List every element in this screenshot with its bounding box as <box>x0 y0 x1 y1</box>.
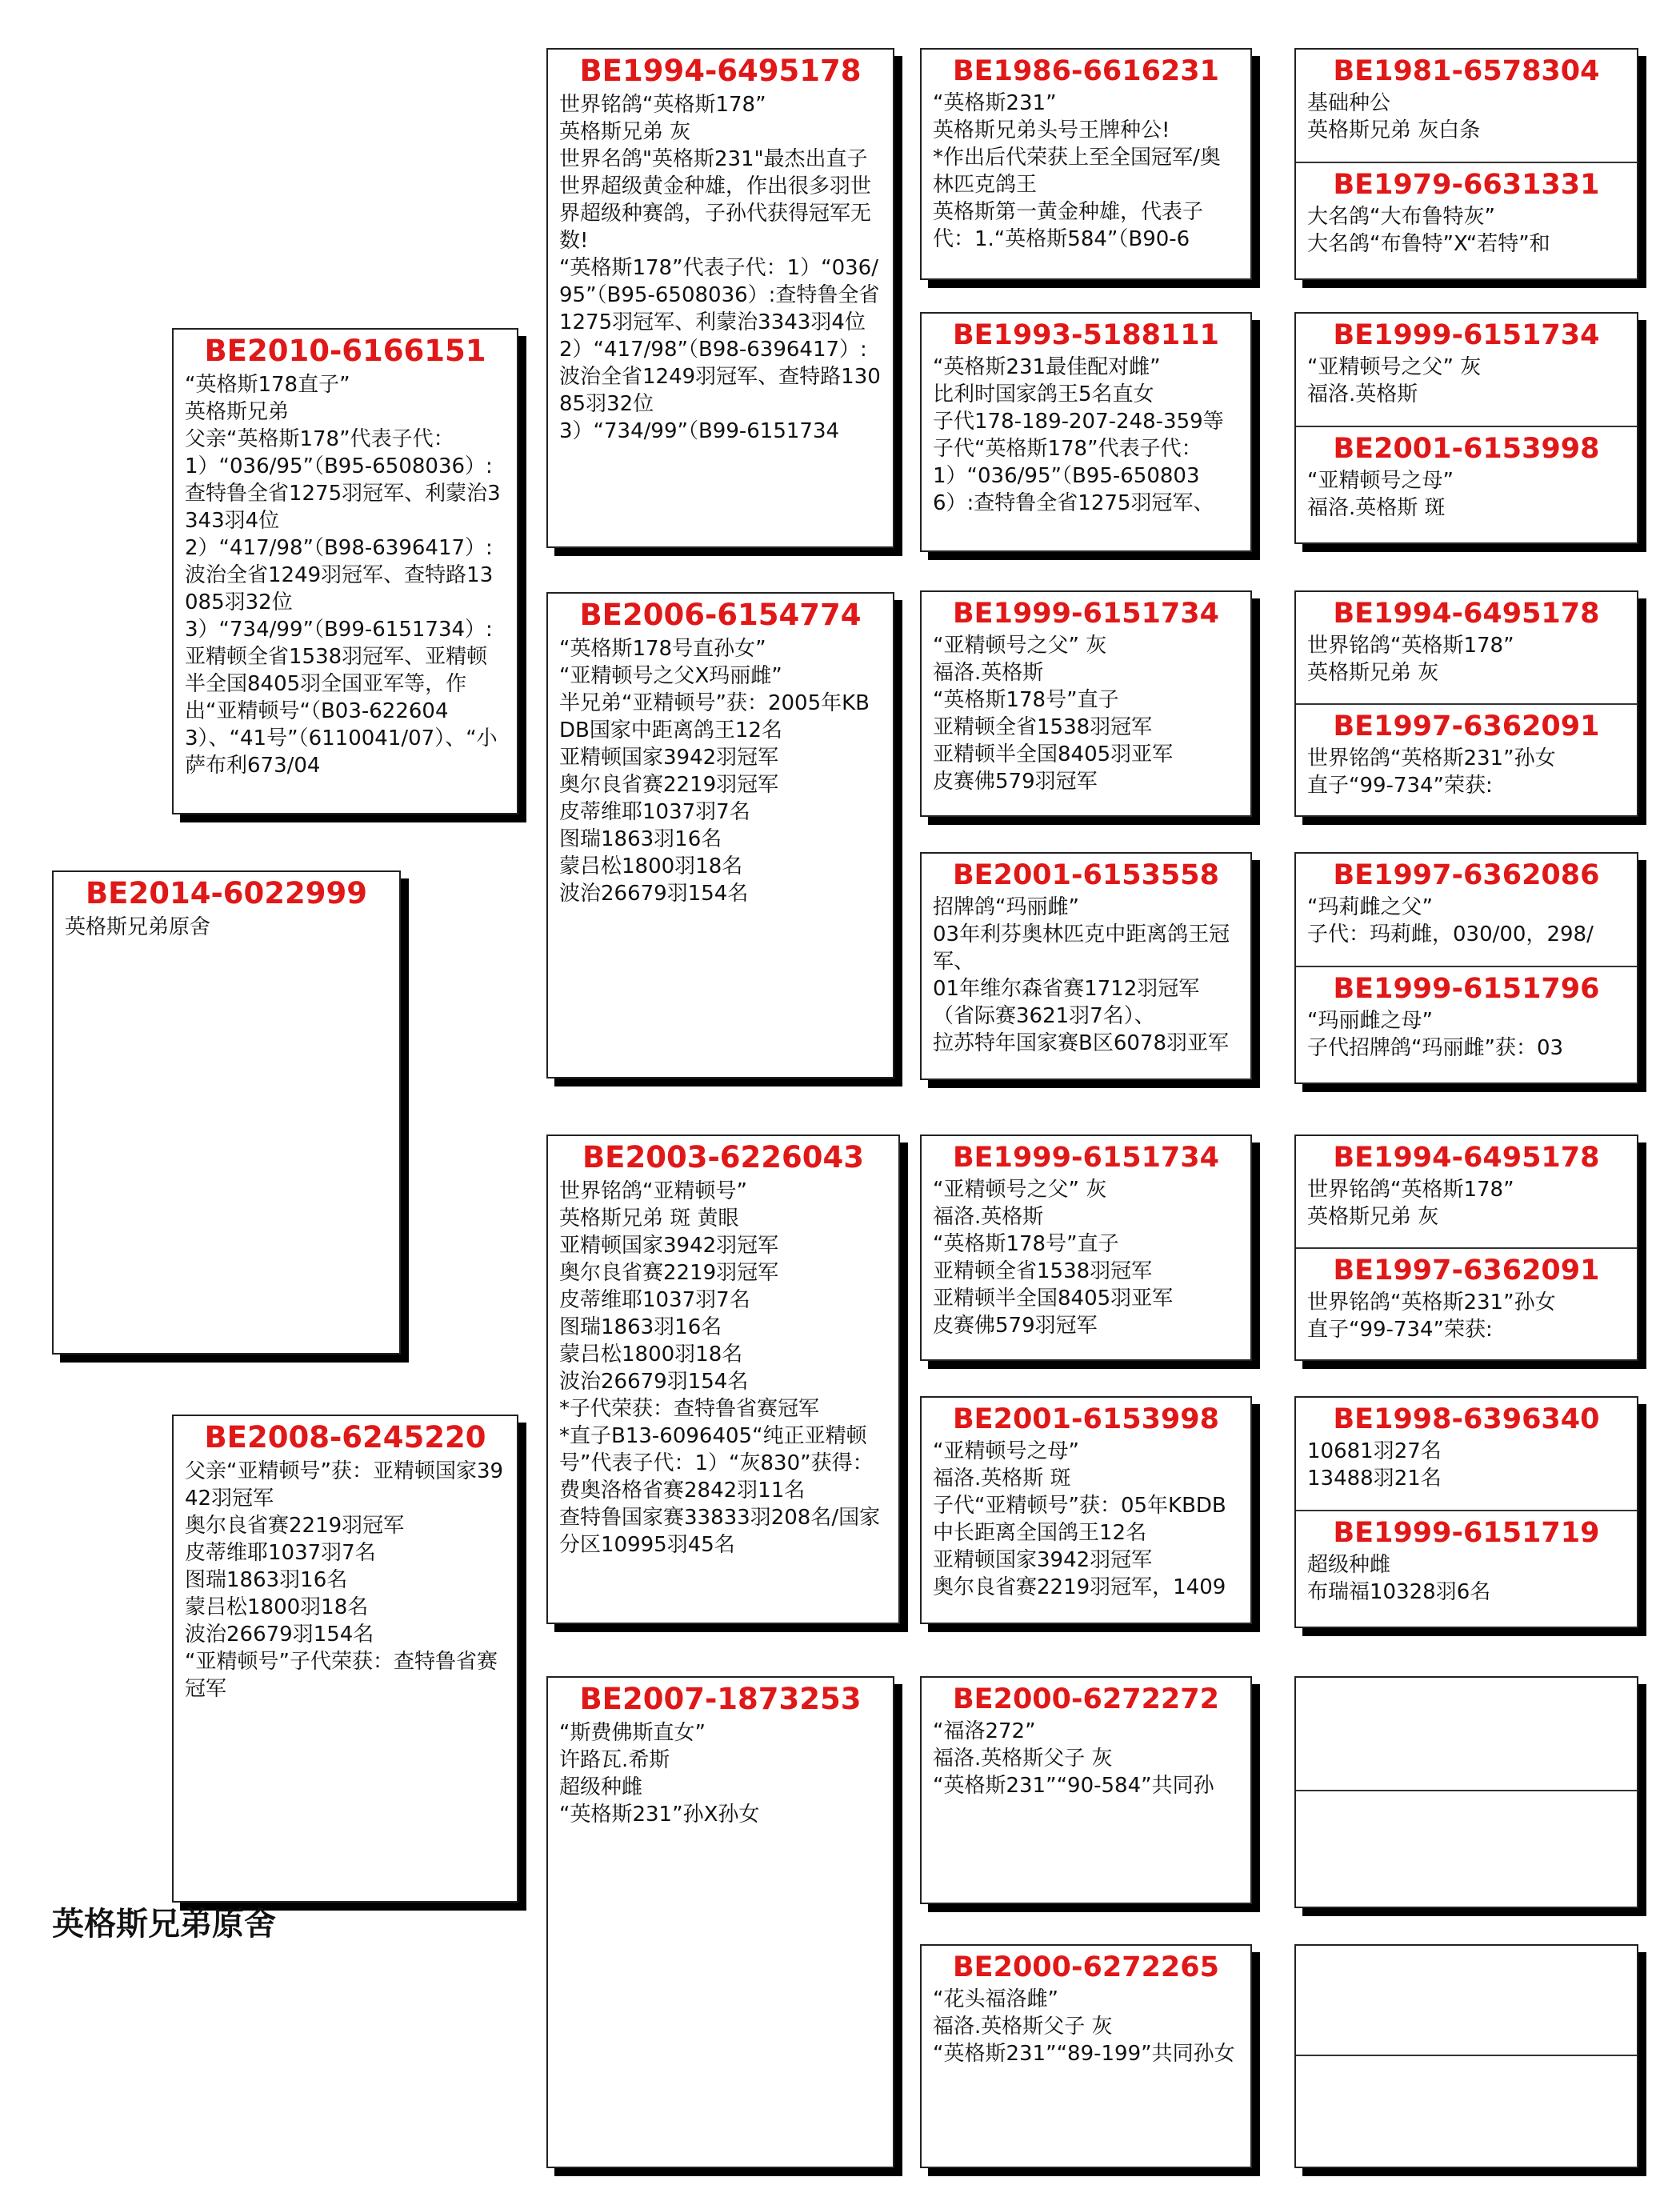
card-description: “花头福洛雌” 福洛.英格斯父子 灰 “英格斯231”“89-199”共同孙女 <box>933 1987 1235 2066</box>
pedigree-card-subject <box>52 870 401 1355</box>
pedigree-pair-gen5-2 <box>1294 312 1638 544</box>
pedigree-card-gen4-3 <box>920 590 1252 817</box>
ring-number: BE2010-6166151 <box>204 334 486 368</box>
card-description: “英格斯178直子” 英格斯兄弟 父亲“英格斯178”代表子代： 1）“036/95”（B95-6508036）:查特鲁全省1275羽冠军、利蒙治3343羽4位 2）“417/98”（B98-6396417）:波治全省1249羽冠军、查特路13085羽32位 3）“734/99”（B99-6151734）:亚精顿全省1538羽冠军、亚精顿半全国8405羽全国亚军等，作出“亚精顿号“（B03-6226043）、“41号”（6110041/07）、“小萨布利673/04 <box>185 373 501 778</box>
ring-number: BE1999-6151734 <box>953 1142 1219 1174</box>
pedigree-card-gen5 <box>1296 1678 1637 1791</box>
pedigree-pair-gen5-5 <box>1294 1135 1638 1361</box>
ring-number: BE1997-6362091 <box>1333 1255 1600 1287</box>
card-description: 10681羽27名 13488羽21名 <box>1307 1439 1442 1491</box>
card-description: “斯费佛斯直女” 许路瓦.希斯 超级种雌 “英格斯231”孙X孙女 <box>559 1721 760 1827</box>
pedigree-card-gen3-4 <box>546 1676 894 2168</box>
ring-number: BE1981-6578304 <box>1333 55 1600 87</box>
pedigree-card-gen5 <box>1296 1398 1637 1511</box>
pedigree-card-gen3-2 <box>546 592 894 1078</box>
pedigree-card-gen5 <box>1296 703 1637 815</box>
ring-number: BE1999-6151796 <box>1333 973 1600 1005</box>
card-description: “亚精顿号之母” 福洛.英格斯 斑 <box>1307 469 1454 520</box>
card-description: “英格斯178号直孙女” “亚精顿号之父X玛丽雌” 半兄弟“亚精顿号”获：2005年KBDB国家中距离鸽王12名 亚精顿国家3942羽冠军 奥尔良省赛2219羽冠军 皮蒂维耶1037羽7名 图瑞1863羽16名 蒙吕松1800羽18名 波治26679羽154名 <box>559 637 870 906</box>
ring-number: BE2001-6153998 <box>1333 433 1600 465</box>
pedigree-card-gen5 <box>1296 314 1637 427</box>
ring-number: BE1994-6495178 <box>1333 598 1600 630</box>
pedigree-card-gen3-1 <box>546 48 894 548</box>
pedigree-card-gen4-4 <box>920 852 1252 1080</box>
ring-number: BE1997-6362091 <box>1333 710 1600 742</box>
ring-number: BE2008-6245220 <box>204 1420 486 1455</box>
ring-number: BE1979-6631331 <box>1333 169 1600 201</box>
pedigree-pair-gen5-8 <box>1294 1944 1638 2168</box>
card-description: 世界铭鸽“英格斯178” 英格斯兄弟 灰 <box>1307 1178 1514 1229</box>
pedigree-card-gen5 <box>1296 1247 1637 1359</box>
card-description: 世界铭鸽“亚精顿号” 英格斯兄弟 斑 黄眼 亚精顿国家3942羽冠军 奥尔良省赛2219羽冠军 皮蒂维耶1037羽7名 图瑞1863羽16名 蒙吕松1800羽18名 波治26679羽154名 *子代荣获：查特鲁省赛冠军 *直子B13-6096405“纯正亚精顿号”代表子代：1）“灰830”获得：费奥洛格省赛2842羽11名 查特鲁国家赛33833羽208名/国家分区10995羽45名 <box>559 1179 881 1557</box>
card-description: “玛莉雌之父” 子代：玛莉雌，030/00，298/ <box>1307 895 1594 946</box>
card-description: 大名鸽“大布鲁特灰” 大名鸽“布鲁特”X“若特”和 <box>1307 205 1550 256</box>
pedigree-card-gen5 <box>1296 162 1637 278</box>
ring-number: BE2007-1873253 <box>579 1682 862 1716</box>
card-description: “亚精顿号之父” 灰 福洛.英格斯 <box>1307 355 1482 406</box>
pedigree-card-gen3-3 <box>546 1135 900 1624</box>
pedigree-pair-gen5-7 <box>1294 1676 1638 1908</box>
pedigree-card-gen5 <box>1296 854 1637 967</box>
pedigree-card-sire <box>172 328 518 814</box>
card-description: 英格斯兄弟原舍 <box>65 915 211 939</box>
ring-number: BE1986-6616231 <box>953 55 1219 87</box>
pedigree-card-gen5 <box>1296 1946 1637 2056</box>
ring-number: BE2001-6153558 <box>953 859 1219 891</box>
ring-number: BE2014-6022999 <box>85 876 368 910</box>
card-description: 超级种雌 布瑞福10328羽6名 <box>1307 1553 1491 1604</box>
ring-number: BE1997-6362086 <box>1333 859 1600 891</box>
ring-number: BE1993-5188111 <box>953 319 1219 351</box>
ring-number: BE1999-6151734 <box>953 598 1219 630</box>
ring-number: BE2000-6272272 <box>953 1683 1219 1715</box>
card-description: “英格斯231最佳配对雌” 比利时国家鸽王5名直女 子代178-189-207-248-359等 子代“英格斯178”代表子代： 1）“036/95”（B95-6508036）:查特鲁全省1275羽冠军、 <box>933 355 1224 515</box>
pedigree-card-gen5 <box>1296 1136 1637 1249</box>
pedigree-card-gen4-2 <box>920 312 1252 552</box>
pedigree-pair-gen5-1 <box>1294 48 1638 280</box>
card-description: 世界铭鸽“英格斯231”孙女 直子“99-734”荣获: <box>1307 746 1556 798</box>
card-description: 父亲“亚精顿号”获：亚精顿国家3942羽冠军 奥尔良省赛2219羽冠军 皮蒂维耶1037羽7名 图瑞1863羽16名 蒙吕松1800羽18名 波治26679羽154名 “亚精顿号”子代荣获：查特鲁省赛冠军 <box>185 1459 504 1701</box>
card-description: 基础种公 英格斯兄弟 灰白条 <box>1307 91 1481 142</box>
ring-number: BE2000-6272265 <box>953 1951 1219 1983</box>
ring-number: BE1994-6495178 <box>579 54 862 88</box>
ring-number: BE2006-6154774 <box>579 598 862 632</box>
pedigree-card-gen5 <box>1296 50 1637 163</box>
pedigree-pair-gen5-3 <box>1294 590 1638 817</box>
ring-number: BE2003-6226043 <box>582 1140 865 1175</box>
pedigree-pair-gen5-6 <box>1294 1396 1638 1628</box>
pedigree-pair-gen5-4 <box>1294 852 1638 1084</box>
pedigree-card-gen4-6 <box>920 1396 1252 1624</box>
pedigree-card-gen4-1 <box>920 48 1252 280</box>
card-description: 招牌鸽“玛丽雌” 03年利芬奥林匹克中距离鸽王冠军、 01年维尔森省赛1712羽冠军（省际赛3621羽7名）、 拉苏特年国家赛B区6078羽亚军 <box>933 895 1230 1055</box>
pedigree-card-gen4-8 <box>920 1944 1252 2168</box>
card-description: 世界铭鸽“英格斯178” 英格斯兄弟 灰 <box>1307 634 1514 685</box>
pedigree-card-dam <box>172 1415 518 1903</box>
card-description: “玛丽雌之母” 子代招牌鸽“玛丽雌”获：03 <box>1307 1009 1564 1060</box>
card-description: “亚精顿号之父” 灰 福洛.英格斯 “英格斯178号”直子 亚精顿全省1538羽冠军 亚精顿半全国8405羽亚军 皮赛佛579羽冠军 <box>933 1178 1174 1338</box>
pedigree-card-gen5 <box>1296 592 1637 705</box>
card-description: “英格斯231” 英格斯兄弟头号王牌种公! *作出后代荣获上至全国冠军/奥林匹克鸽王 英格斯第一黄金种雄，代表子代：1.“英格斯584”（B90-6 <box>933 91 1221 251</box>
pedigree-card-gen5 <box>1296 1510 1637 1627</box>
card-description: “亚精顿号之母” 福洛.英格斯 斑 子代“亚精顿号”获：05年KBDB中长距离全国鸽王12名 亚精顿国家3942羽冠军 奥尔良省赛2219羽冠军，1409 <box>933 1439 1226 1599</box>
pedigree-card-gen4-5 <box>920 1135 1252 1361</box>
card-description: “亚精顿号之父” 灰 福洛.英格斯 “英格斯178号”直子 亚精顿全省1538羽冠军 亚精顿半全国8405羽亚军 皮赛佛579羽冠军 <box>933 634 1174 794</box>
pedigree-card-gen4-7 <box>920 1676 1252 1904</box>
ring-number: BE1999-6151734 <box>1333 319 1600 351</box>
card-description: “福洛272” 福洛.英格斯父子 灰 “英格斯231”“90-584”共同孙 <box>933 1719 1214 1798</box>
card-description: 世界铭鸽“英格斯231”孙女 直子“99-734”荣获: <box>1307 1291 1556 1342</box>
pedigree-card-gen5 <box>1296 426 1637 542</box>
pedigree-card-gen5 <box>1296 1790 1637 1907</box>
card-description: 世界铭鸽“英格斯178” 英格斯兄弟 灰 世界名鸽"英格斯231"最杰出直子 世界超级黄金种雄，作出很多羽世界超级种赛鸽，子孙代获得冠军无数! “英格斯178”代表子代：1）“036/95”（B95-6508036）:查特鲁全省1275羽冠军、利蒙治3343羽4位 2）“417/98”（B98-6396417）:波治全省1249羽冠军、查特路13085羽32位 3）“734/99”（B99-6151734 <box>559 93 881 443</box>
ring-number: BE1994-6495178 <box>1333 1142 1600 1174</box>
pedigree-card-gen5 <box>1296 2055 1637 2167</box>
ring-number: BE1999-6151719 <box>1333 1517 1600 1549</box>
ring-number: BE2001-6153998 <box>953 1403 1219 1435</box>
loft-name: 英格斯兄弟原舍 <box>52 1906 276 1943</box>
pedigree-card-gen5 <box>1296 966 1637 1082</box>
ring-number: BE1998-6396340 <box>1333 1403 1600 1435</box>
